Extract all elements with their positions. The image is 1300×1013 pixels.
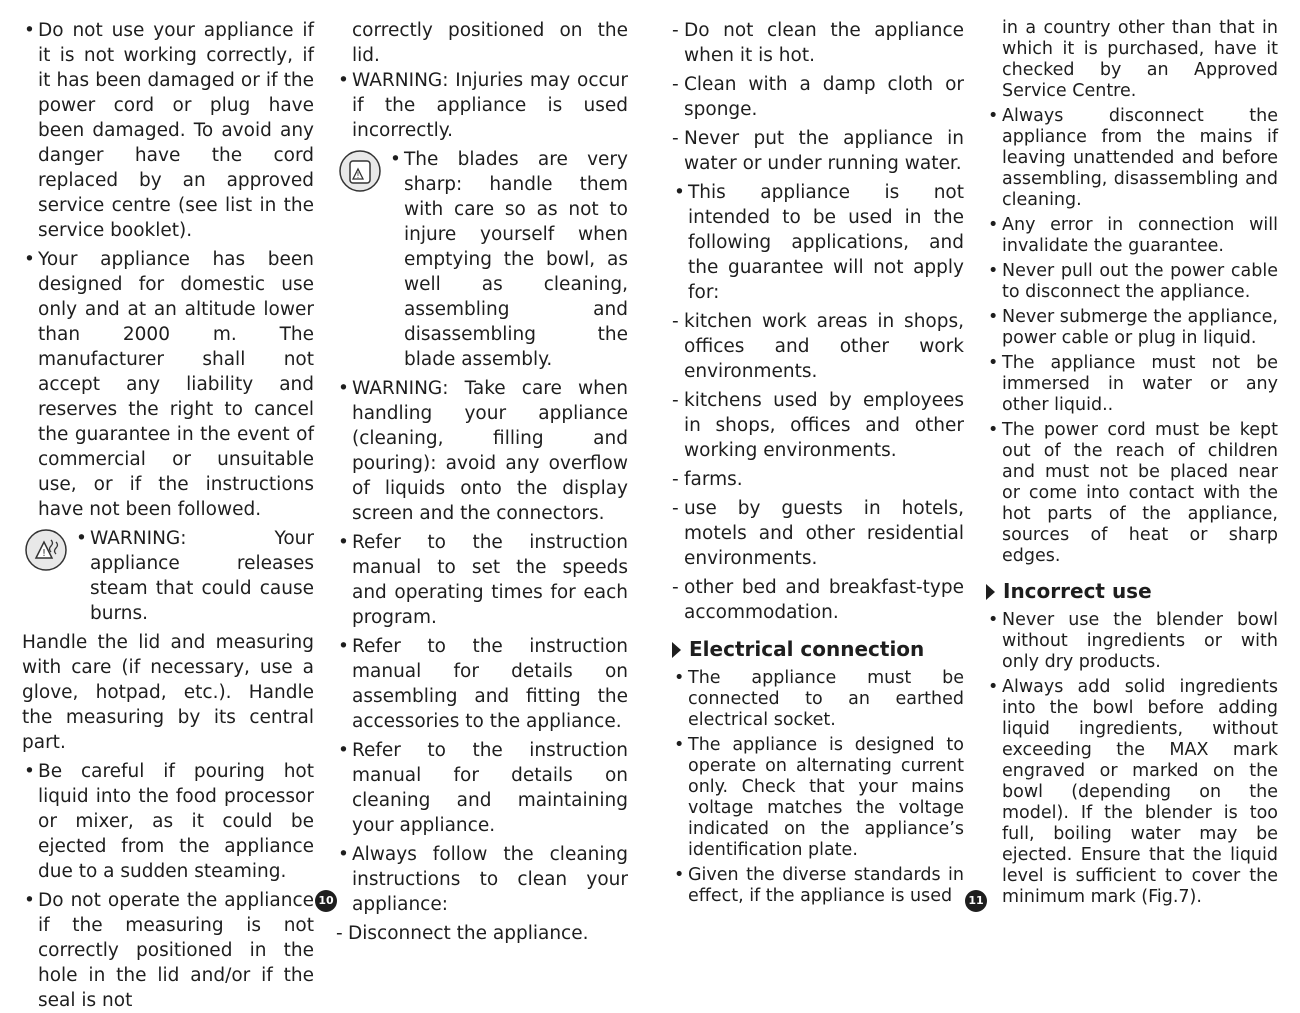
safety-item: • Refer to the instruction manual for details on assembling and fitting the accessories to the appliance. (336, 634, 628, 734)
blades-warning-icon (338, 149, 382, 193)
column-1 (22, 18, 314, 1011)
safety-item: • Never submerge the appliance, power cable or plug in liquid. (986, 307, 1278, 349)
dash-item: - kitchen work areas in shops, offices and other work environments. (672, 309, 964, 384)
section-marker-icon (986, 584, 995, 600)
column-2 (336, 18, 628, 944)
safety-item: • The power cord must be kept out of the reach of children and must not be placed near or come into contact with the hot parts of the appliance, sources of heat or sharp edges. (986, 420, 1278, 567)
left-page (0, 0, 650, 1011)
dash-item: - Disconnect the appliance. (336, 921, 628, 946)
section-heading-incorrect-use (986, 579, 1278, 604)
continued-text: correctly positioned on the lid. (352, 20, 628, 66)
steam-warning (22, 526, 314, 626)
safety-item: • Any error in connection will invalidate the guarantee. (986, 215, 1278, 257)
page-number-11: 11 (965, 890, 987, 912)
safety-item: • The appliance must not be immersed in water or any other liquid.. (986, 353, 1278, 416)
safety-item: • Your appliance has been designed for domestic use only and at an altitude lower than 2000 m. The manufacturer shall not accept any liability and reserves the right to cancel the guarantee in the event of commercial or unsuitable use, or if the instructions have not been followed. (22, 247, 314, 522)
blades-warning-text: • The blades are very sharp: handle them with care so as not to injure yourself when emptying the bowl, as well as cleaning, assembling and disassembling the blade assembly. (388, 147, 628, 372)
column-3 (672, 18, 964, 906)
section-heading-electrical (672, 637, 964, 662)
dash-item: - Never put the appliance in water or under running water. (672, 126, 964, 176)
safety-item: • Always disconnect the appliance from the mains if leaving unattended and before assembling, disassembling and cleaning. (986, 106, 1278, 211)
page-number-10: 10 (315, 890, 337, 912)
section-marker-icon (672, 642, 681, 658)
dash-item: - Clean with a damp cloth or sponge. (672, 72, 964, 122)
dash-item: - farms. (672, 467, 964, 492)
svg-text:!: ! (41, 548, 47, 559)
safety-item: • Refer to the instruction manual to set the speeds and operating times for each program. (336, 530, 628, 630)
steam-warning-icon (24, 528, 68, 572)
safety-item: • Given the diverse standards in effect, if the appliance is used (672, 865, 964, 907)
safety-item: • Be careful if pouring hot liquid into the food processor or mixer, as it could be ejected from the appliance due to a sudden steaming. (22, 759, 314, 884)
column-4 (986, 18, 1278, 907)
safety-item: • The appliance must be connected to an earthed electrical socket. (672, 668, 964, 731)
dash-item: - Do not clean the appliance when it is hot. (672, 18, 964, 68)
dash-item: - other bed and breakfast-type accommodation. (672, 575, 964, 625)
safety-item: • Never pull out the power cable to disconnect the appliance. (986, 261, 1278, 303)
safety-item: • WARNING: Take care when handling your appliance (cleaning, filling and pouring): avoid any overflow of liquids onto the display screen and the connectors. (336, 376, 628, 526)
svg-text:!: ! (356, 171, 360, 180)
dash-item: - kitchens used by employees in shops, offices and other working environments. (672, 388, 964, 463)
blades-warning (336, 147, 628, 372)
safety-item: • The appliance is designed to operate on alternating current only. Check that your mains voltage matches the voltage indicated on the appliance’s identification plate. (672, 735, 964, 861)
safety-item: • Always follow the cleaning instructions to clean your appliance: (336, 842, 628, 917)
safety-item: • Do not use your appliance if it is not working correctly, if it has been damaged or if the power cord or plug have been damaged. To avoid any danger have the cord replaced by an approved service centre (see list in the service booklet). (22, 18, 314, 243)
heading-text: Electrical connection (689, 637, 925, 661)
safety-item: • This appliance is not intended to be used in the following applications, and the guarantee will not apply for: (672, 180, 964, 305)
steam-warning-text: • WARNING: Your appliance releases steam that could cause burns. (74, 526, 314, 626)
heading-text: Incorrect use (1003, 579, 1152, 603)
safety-item: • WARNING: Injuries may occur if the appliance is used incorrectly. (336, 68, 628, 143)
lid-handling-text: Handle the lid and measuring with care (if necessary, use a glove, hotpad, etc.). Handle the measuring by its central part. (22, 632, 314, 753)
continued-text: in a country other than that in which it is purchased, have it checked by an Approved Service Centre. (1002, 18, 1278, 101)
safety-item: • Always add solid ingredients into the bowl before adding liquid ingredients, without exceeding the MAX mark engraved or marked on the bowl (depending on the model). If the blender is too full, boiling water may be ejected. Ensure that the liquid level is sufficient to cover the minimum mark (Fig.7). (986, 677, 1278, 908)
safety-item: • Refer to the instruction manual for details on cleaning and maintaining your appliance. (336, 738, 628, 838)
safety-item: • Do not operate the appliance if the measuring is not correctly positioned in the hole in the lid and/or if the seal is not (22, 888, 314, 1013)
dash-item: - use by guests in hotels, motels and other residential environments. (672, 496, 964, 571)
safety-item: • Never use the blender bowl without ingredients or with only dry products. (986, 610, 1278, 673)
right-page (650, 0, 1300, 922)
